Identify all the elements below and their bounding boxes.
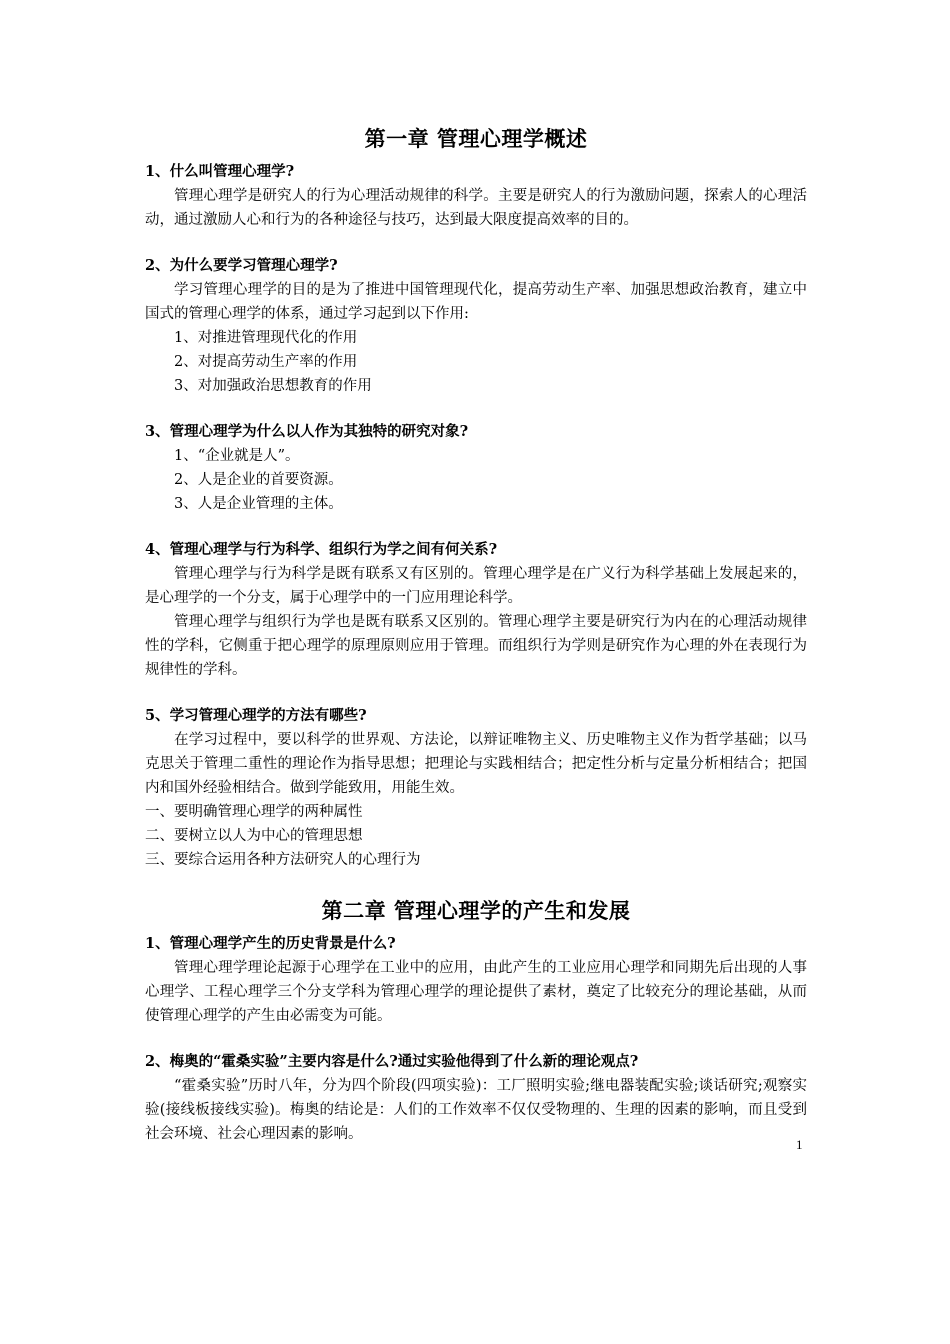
question-heading: 2、为什么要学习管理心理学? (145, 257, 338, 274)
page-content (145, 124, 807, 1146)
list-item: 3、对加强政治思想教育的作用 (174, 378, 372, 394)
question-heading: 4、管理心理学与行为科学、组织行为学之间有何关系? (145, 541, 498, 558)
page-number: 1 (796, 1137, 803, 1152)
list-item: 3、人是企业管理的主体。 (174, 496, 343, 512)
answer-paragraph: 管理心理学与组织行为学也是既有联系又区别的。管理心理学主要是研究行为内在的心理活动规律性的学科，它侧重于把心理学的原理原则应用于管理。而组织行为学则是研究作为心理的外在表现行为规律性的学科。 (145, 614, 807, 678)
answer-paragraph: 管理心理学与行为科学是既有联系又有区别的。管理心理学是在广义行为科学基础上发展起来的，是心理学的一个分支，属于心理学中的一门应用理论科学。 (145, 566, 807, 606)
list-item: 1、“企业就是人”。 (174, 448, 300, 464)
chapter-1-title: 第一章 管理心理学概述 (364, 126, 588, 151)
answer-paragraph: 学习管理心理学的目的是为了推进中国管理现代化，提高劳动生产率、加强思想政治教育，建立中国式的管理心理学的体系，通过学习起到以下作用: (145, 282, 807, 322)
answer-paragraph: “霍桑实验”历时八年，分为四个阶段(四项实验)：工厂照明实验;继电器装配实验;谈话研究;观察实验(接线板接线实验)。梅奥的结论是：人们的工作效率不仅仅受物理的、生理的因素的影响，而且受到社会环境、社会心理因素的影响。 (145, 1078, 807, 1142)
question-heading: 2、梅奥的“霍桑实验”主要内容是什么?通过实验他得到了什么新的理论观点? (145, 1053, 639, 1070)
answer-paragraph: 管理心理学理论起源于心理学在工业中的应用，由此产生的工业应用心理学和同期先后出现的人事心理学、工程心理学三个分支学科为管理心理学的理论提供了素材，奠定了比较充分的理论基础，从而使管理心理学的产生由必需变为可能。 (145, 960, 807, 1024)
question-heading: 1、管理心理学产生的历史背景是什么? (145, 935, 396, 952)
question-heading: 5、学习管理心理学的方法有哪些? (145, 707, 367, 724)
question-heading: 1、什么叫管理心理学? (145, 163, 295, 180)
list-item: 一、要明确管理心理学的两种属性 (145, 804, 363, 820)
list-item: 三、要综合运用各种方法研究人的心理行为 (145, 852, 421, 868)
list-item: 二、要树立以人为中心的管理思想 (145, 828, 363, 844)
answer-paragraph: 管理心理学是研究人的行为心理活动规律的科学。主要是研究人的行为激励问题，探索人的心理活动，通过激励人心和行为的各种途径与技巧，达到最大限度提高效率的目的。 (145, 188, 807, 228)
chapter-2-title: 第二章 管理心理学的产生和发展 (321, 898, 631, 923)
list-item: 2、对提高劳动生产率的作用 (174, 354, 358, 370)
answer-paragraph: 在学习过程中，要以科学的世界观、方法论，以辩证唯物主义、历史唯物主义作为哲学基础；以马克思关于管理二重性的理论作为指导思想；把理论与实践相结合；把定性分析与定量分析相结合；把国内和国外经验相结合。做到学能致用，用能生效。 (145, 732, 807, 796)
list-item: 1、对推进管理现代化的作用 (174, 330, 358, 346)
list-item: 2、人是企业的首要资源。 (174, 472, 343, 488)
question-heading: 3、管理心理学为什么以人作为其独特的研究对象? (145, 423, 469, 440)
